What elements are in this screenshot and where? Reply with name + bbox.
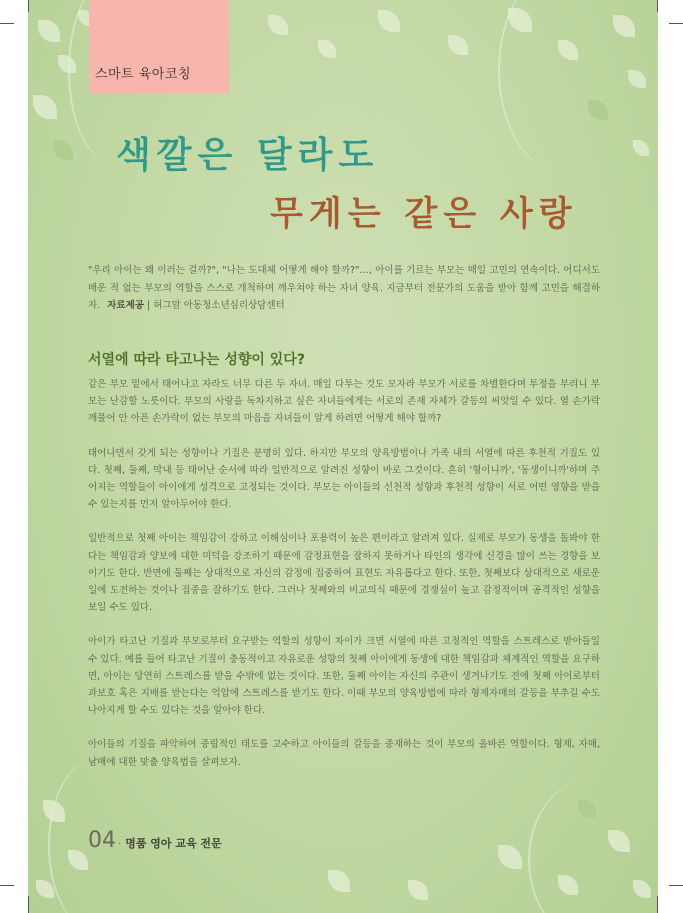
leaf-decoration <box>633 140 649 156</box>
article-title-line2: 무게는 같은 사랑 <box>270 194 578 234</box>
leaf-decoration <box>318 40 336 58</box>
vine-decoration <box>528 780 650 913</box>
footer-separator: · <box>118 839 122 850</box>
leaf-decoration <box>498 845 522 869</box>
body-paragraph: 태어나면서 갖게 되는 성향이나 기질은 분명히 있다. 하지만 부모의 양육방법이나 가족 내의 서열에 따른 후천적 기질도 있다. 첫째, 둘째, 막내 등 태어난 순서에 따라 일반적으로 알려진 성향이 바로 그것이다. 흔히 '형이니까', '동생이니까'하며 주어지는 역할들이 아이에게 성격으로 고정되는 것이다. 부모는 아이들의 선천적 성향과 후천적 성향이 서로 어떤 영향을 받을 수 있는지를 먼저 알아두어야 한다. <box>88 447 600 511</box>
section-heading: 서열에 따라 타고나는 성향이 있다? <box>88 352 305 368</box>
body-paragraph: 일반적으로 첫째 아이는 책임감이 강하고 이해심이나 포용력이 높은 편이라고 알려져 있다. 실제로 부모가 동생을 돌봐야 한다는 책임감과 양보에 대한 미덕을 강조하기 때문에 감정표현을 잘하지 못하거나 타인의 생각에 신경을 많이 쓰는 경향을 보이기도 한다. 반면에 둘째는 상대적으로 자신의 감정에 집중하여 표현도 자유롭다고 한다. 또한, 첫째보다 상대적으로 새로운 일에 도전하는 것이나 집중을 잘하기도 한다. 그러나 첫째와의 비교의식 때문에 경쟁심이 높고 감정적이며 공격적인 성향을 보일 수도 있다. <box>88 533 600 614</box>
article-body <box>88 376 600 788</box>
crop-mark <box>669 23 683 24</box>
crop-mark <box>28 896 29 913</box>
leaf-decoration <box>268 15 288 35</box>
leaf-decoration <box>36 880 54 898</box>
leaf-decoration <box>448 35 468 55</box>
crop-mark <box>28 0 29 12</box>
article-title-line1: 색깔은 달라도 <box>116 134 380 176</box>
leaf-decoration <box>33 95 57 119</box>
body-paragraph: 같은 부모 밑에서 태어나고 자라도 너무 다른 두 자녀. 매일 다투는 것도 모자라 부모가 서로를 차별한다며 투정을 부리니 부모는 난감할 노릇이다. 부모의 사랑을 독차지하고 싶은 자녀들에게는 서로의 존재 자체가 갈등의 씨앗일 수 있다. 열 손가락 깨물어 안 아픈 손가락이 없는 부모의 마음을 자녀들이 알게 하려면 어떻게 해야 할까? <box>88 379 600 425</box>
crop-mark <box>657 0 658 12</box>
leaf-decoration <box>378 10 400 32</box>
crop-mark <box>0 885 14 886</box>
credit-label: 자료제공 <box>107 300 144 311</box>
intro-text: "우리 아이는 왜 이러는 걸까?", "나는 도대체 어떻게 해야 할까?"…, 아이를 기르는 부모는 매일 고민의 연속이다. 어디서도 배운 적 없는 부모의 역할을 스스로 개척하며 깨우쳐야 하는 자녀 양육. 지금부터 전문가의 도움을 받아 함께 고민을 해결하자. <box>88 265 600 311</box>
crop-mark <box>657 896 658 913</box>
article-intro <box>88 262 600 315</box>
leaf-decoration <box>628 70 646 88</box>
crop-mark <box>0 23 14 24</box>
body-paragraph: 아이들의 기질을 파악하여 중립적인 태도를 고수하고 아이들의 갈등을 중재하는 것이 부모의 올바른 역할이다. 형제, 자매, 남매에 대한 맞춤 양육법을 살펴보자. <box>88 739 600 768</box>
leaf-decoration <box>328 870 350 892</box>
crop-mark <box>669 885 683 886</box>
leaf-decoration <box>613 15 635 37</box>
page-number: 04 <box>88 828 116 853</box>
publication-title: 명품 영아 교육 전문 <box>125 837 222 850</box>
leaf-decoration <box>408 880 428 900</box>
page-footer <box>88 828 222 853</box>
section-tab-label: 스마트 육아코칭 <box>95 67 192 82</box>
leaf-decoration <box>38 20 60 42</box>
body-paragraph: 아이가 타고난 기질과 부모로부터 요구받는 역할의 성향이 차이가 크면 서열에 따른 고정적인 역할을 스트레스로 받아들일 수 있다. 예를 들어 타고난 기질이 충동적이고 자유로운 성향의 첫째 아이에게 동생에 대한 책임감과 체계적인 역할을 요구하면, 아이는 당연히 스트레스를 받을 수밖에 없는 것이다. 또한, 둘째 아이는 자신의 주관이 생겨나기도 전에 첫째 아이로부터 과보호 혹은 지배를 받는다는 억압에 스트레스를 받기도 한다. 이때 부모의 양육방법에 따라 형제자매의 갈등을 부추길 수도 나아지게 할 수도 있다는 것을 알아야 한다. <box>88 636 600 717</box>
credit-source: | 허그맘 아동청소년심리상담센터 <box>146 300 285 311</box>
leaf-decoration <box>53 140 73 160</box>
